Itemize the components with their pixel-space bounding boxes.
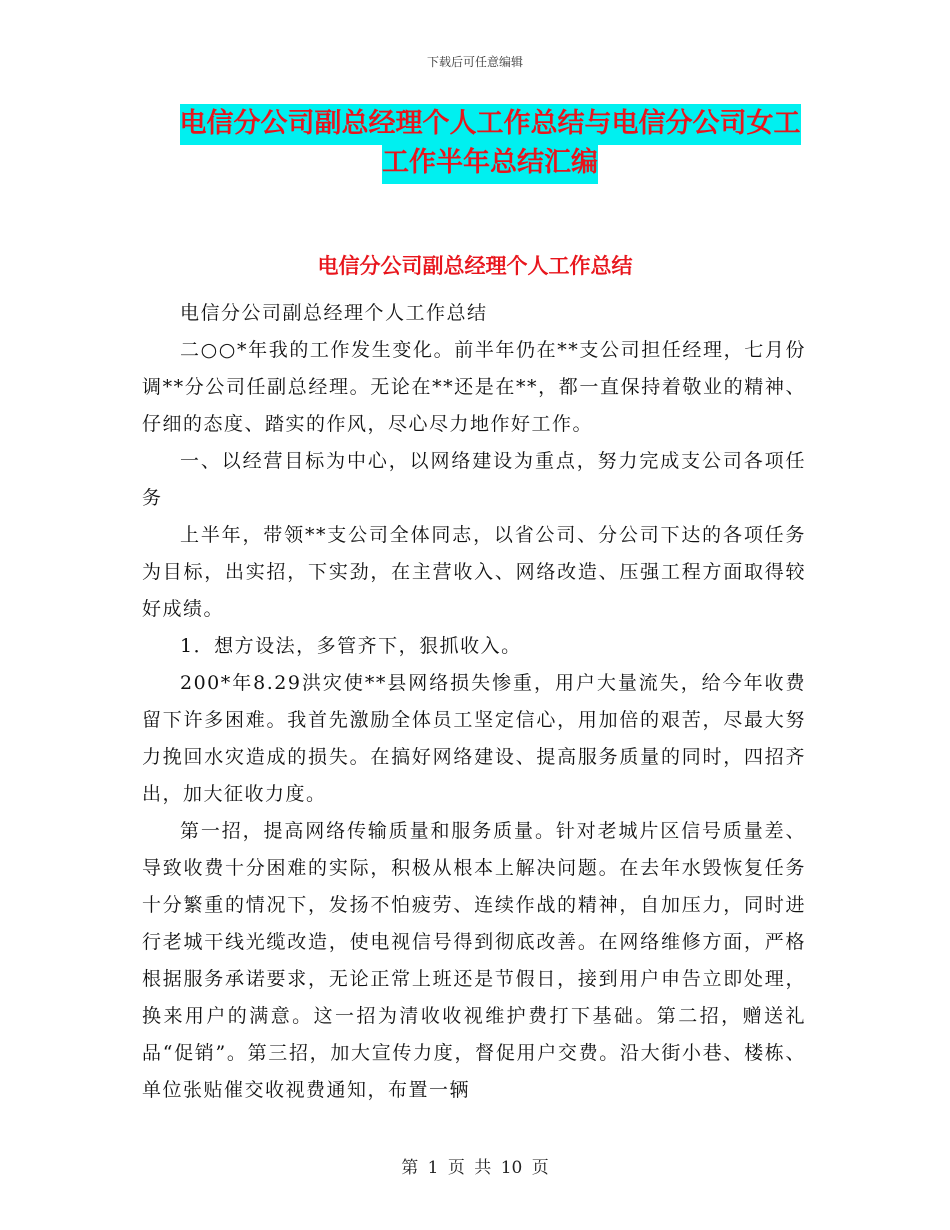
paragraph: 200*年8.29洪灾使**县网络损失惨重，用户大量流失，给今年收费留下许多困难。我首先激励全体员工坚定信心，用加倍的艰苦，尽最大努力挽回水灾造成的损失。在搞好网络建设、提高服务质量的同时，四招齐出，加大征收力度。	[142, 672, 806, 805]
main-title-line-1: 电信分公司副总经理个人工作总结与电信分公司女工	[180, 104, 801, 145]
paragraph: 1．想方设法，多管齐下，狠抓收入。	[180, 635, 522, 657]
page-footer: 第 1 页 共 10 页	[401, 1158, 549, 1178]
header-note: 下载后可任意编辑	[426, 55, 523, 69]
paragraph: 上半年，带领**支公司全体同志，以省公司、分公司下达的各项任务为目标，出实招，下实劲，在主营收入、网络改造、压强工程方面取得较好成绩。	[142, 524, 806, 620]
paragraph: 电信分公司副总经理个人工作总结	[180, 302, 488, 324]
section-title: 电信分公司副总经理个人工作总结	[317, 254, 633, 278]
main-title-line-2: 工作半年总结汇编	[382, 143, 598, 184]
main-title	[140, 110, 840, 188]
paragraph: 第一招，提高网络传输质量和服务质量。针对老城片区信号质量差、导致收费十分困难的实际，积极从根本上解决问题。在去年水毁恢复任务十分繁重的情况下，发扬不怕疲劳、连续作战的精神，自加压力，同时进行老城干线光缆改造，使电视信号得到彻底改善。在网络维修方面，严格根据服务承诺要求，无论正常上班还是节假日，接到用户申告立即处理，换来用户的满意。这一招为清收收视维护费打下基础。第二招，赠送礼品“促销”。第三招，加大宣传力度，督促用户交费。沿大街小巷、楼栋、单位张贴催交收视费通知，布置一辆	[142, 820, 806, 1101]
paragraph: 二○○*年我的工作发生变化。前半年仍在**支公司担任经理，七月份调**分公司任副总经理。无论在**还是在**，都一直保持着敬业的精神、仔细的态度、踏实的作风，尽心尽力地作好工作。	[142, 339, 806, 435]
paragraph: 一、以经营目标为中心，以网络建设为重点，努力完成支公司各项任务	[142, 450, 806, 509]
document-body	[142, 295, 806, 1109]
